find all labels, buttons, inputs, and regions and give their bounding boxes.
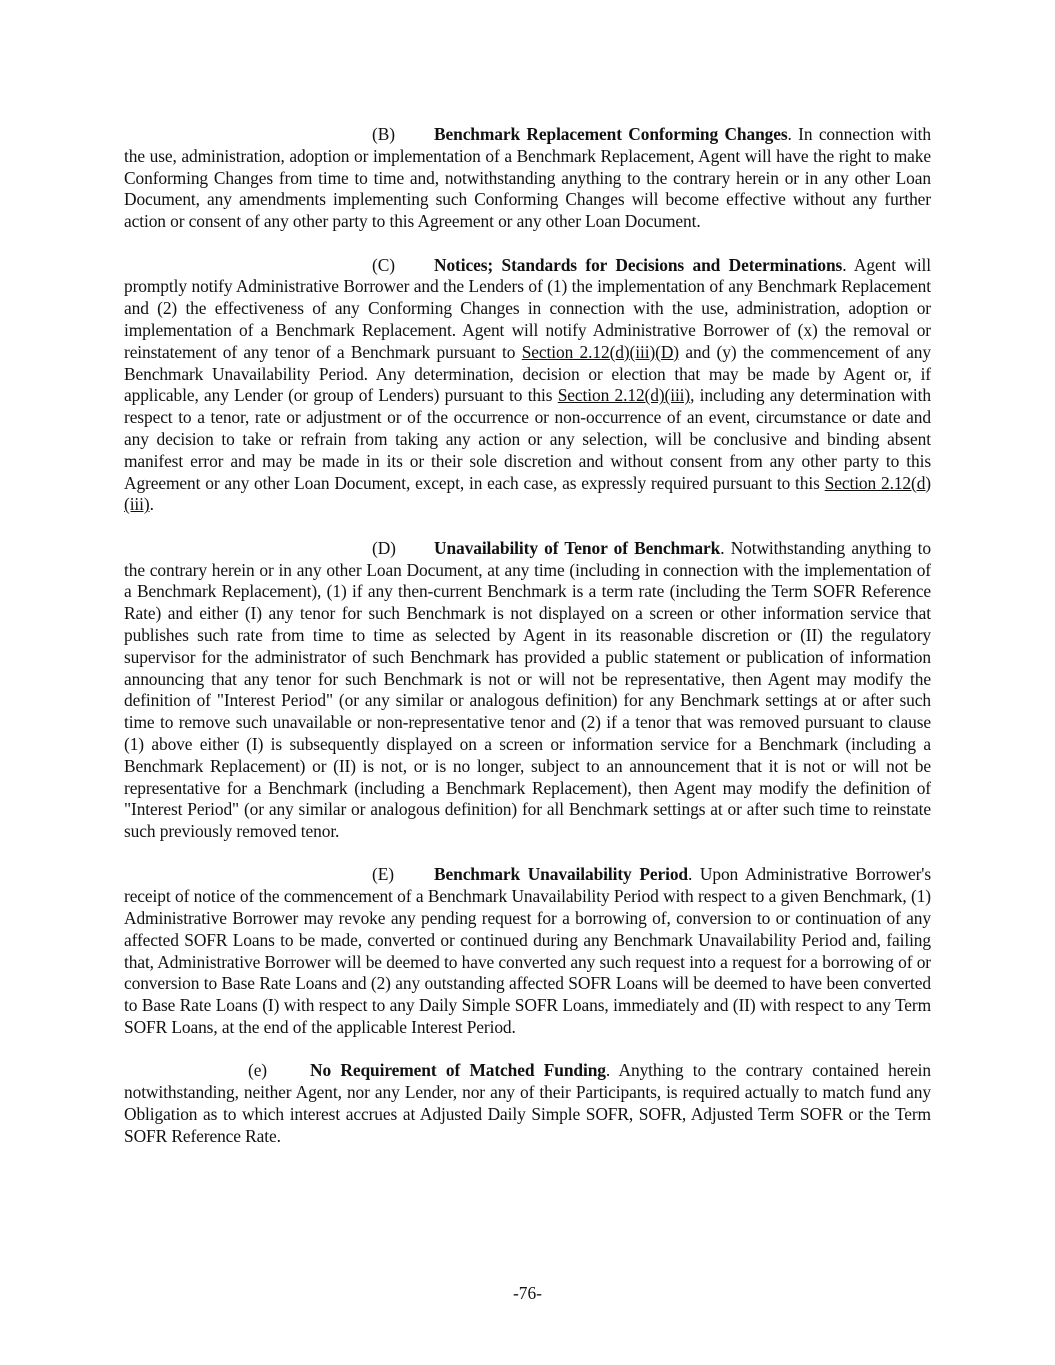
paragraph-marker: (C) (372, 254, 395, 275)
paragraph-e-upper (124, 864, 931, 1038)
paragraph-marker: (e) (248, 1060, 268, 1081)
paragraph-text: . (149, 494, 154, 515)
paragraph-marker: (B) (372, 124, 395, 144)
paragraph-text: . Upon Administrative Borrower's receipt of notice of the commencement of a Benchmark Unavailability Period with respect to a given Benchmark, (1) Administrative Borrower may revoke any pending request for a borrowing of, conversion to or continuation of any affected SOFR Loans to be made, converted or continued during any Benchmark Unavailability Period and, failing that, Administrative Borrower will be deemed to have converted any such request into a request for a borrowing of or conversion to Base Rate Loans and (2) any outstanding affected SOFR Loans will be deemed to have been converted to Base Rate Loans (I) with respect to any Daily Simple SOFR Loans, immediately and (II) with respect to any Term SOFR Loans, at the end of the applicable Interest Period. (124, 864, 931, 1038)
paragraph-text: . Anything to the contrary contained herein notwithstanding, neither Agent, nor any Lender, nor any of their Participants, is required actually to match fund any Obligation as to which interest accrues at Adjusted Daily Simple SOFR, SOFR, Adjusted Term SOFR or the Term SOFR Reference Rate. (124, 1060, 931, 1146)
page-number: -76- (513, 1283, 542, 1303)
paragraph-text: , including any determination with respect to a tenor, rate or adjustment or of the occurrence or non-occurrence of an event, circumstance or date and any decision to take or refrain from taking any action or any selection, will be conclusive and binding absent manifest error and may be made in its or their sole discretion and without consent from any other party to this Agreement or any other Loan Document, except, in each case, as expressly required pursuant to this (124, 385, 931, 493)
paragraph-c (124, 255, 931, 517)
paragraph-text: . Notwithstanding anything to the contrary herein or in any other Loan Document, at any time (including in connection with the implementation of a Benchmark Replacement), (1) if any then-current Benchmark is a term rate (including the Term SOFR Reference Rate) and either (I) any tenor for such Benchmark is not displayed on a screen or other information service that publishes such rate from time to time as selected by Agent in its reasonable discretion or (II) the regulatory supervisor for the administrator of such Benchmark has provided a public statement or publication of information announcing that any tenor for such Benchmark is not or will not be representative, then Agent may modify the definition of "Interest Period" (or any similar or analogous definition) for any Benchmark settings at or after such time to remove such unavailable or non-representative tenor and (2) if a tenor that was removed pursuant to clause (1) above either (I) is subsequently displayed on a screen or information service for a Benchmark (including a Benchmark Replacement) or (II) is not, or is no longer, subject to an announcement that it is not or will not be representative for a Benchmark (including a Benchmark Replacement), then Agent may modify the definition of "Interest Period" (or any similar or analogous definition) for all Benchmark settings at or after such time to reinstate such previously removed tenor. (124, 537, 931, 842)
paragraph-heading: Notices; Standards for Decisions and Determinations (434, 254, 843, 275)
paragraph-heading: No Requirement of Matched Funding (310, 1060, 606, 1081)
paragraph-d (124, 538, 931, 843)
paragraph-marker: (D) (372, 537, 396, 558)
section-reference: Section 2.12(d)(iii) (557, 385, 691, 406)
paragraph-heading: Unavailability of Tenor of Benchmark (434, 537, 721, 558)
paragraph-heading: Benchmark Replacement Conforming Changes (434, 124, 788, 144)
section-reference: Section 2.12(d)(iii)(D) (521, 341, 679, 362)
paragraph-text: . In connection with the use, administration, adoption or implementation of a Benchmark Replacement, Agent will have the right to make Conforming Changes from time to time and, notwithstanding anything to the contrary herein or in any other Loan Document, any amendments implementing such Conforming Changes will become effective without any further action or consent of any other party to this Agreement or any other Loan Document. (124, 124, 931, 232)
paragraph-e-lower (124, 1060, 931, 1147)
paragraph-text: and (y) the commencement of any Benchmark Unavailability Period. Any determination, decision or election that may be made by Agent or, if applicable, any Lender (or group of Lenders) pursuant to this (124, 341, 931, 406)
paragraph-text: . Agent will promptly notify Administrative Borrower and the Lenders of (1) the implementation of any Benchmark Replacement and (2) the effectiveness of any Conforming Changes in connection with the use, administration, adoption or implementation of a Benchmark Replacement. Agent will notify Administrative Borrower of (x) the removal or reinstatement of any tenor of a Benchmark pursuant to (124, 254, 932, 362)
paragraph-marker: (E) (372, 864, 394, 885)
paragraph-b (124, 124, 931, 233)
document-body (124, 124, 931, 1169)
paragraph-heading: Benchmark Unavailability Period (434, 864, 688, 885)
section-reference: Section 2.12(d)(iii) (124, 472, 931, 515)
